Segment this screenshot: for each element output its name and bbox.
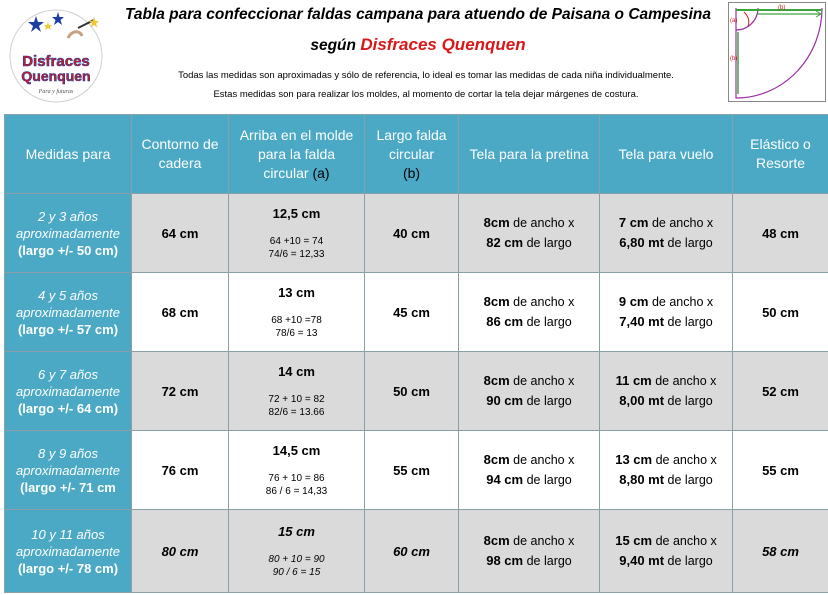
column-header-skirt-line1: Largo falda	[376, 126, 447, 143]
approx-label: aproximadamente	[15, 225, 121, 241]
age-range: 4 y 5 años	[38, 287, 98, 303]
table-row	[5, 510, 828, 593]
waistband-length-value: 98 cm	[486, 553, 524, 568]
approx-length: (largo +/- 50 cm)	[17, 242, 119, 258]
flare-width-suffix: de ancho x	[648, 216, 714, 230]
flare-length-value: 8,80 mt	[619, 472, 665, 487]
column-header-hip	[132, 115, 229, 194]
flare-length-suffix: de largo	[664, 315, 713, 329]
flare-width-value: 15 cm	[615, 533, 653, 548]
subtitle-prefix: según	[310, 37, 356, 54]
mold-calc-2: 78/6 = 13	[275, 327, 318, 339]
mold-cell	[229, 431, 365, 510]
waistband-width-suffix: de ancho x	[509, 534, 575, 548]
column-header-skirt-ref: (b)	[402, 164, 421, 181]
column-header-flare-fabric	[600, 115, 733, 194]
waistband-length-value: 86 cm	[486, 314, 524, 329]
waistband-length-suffix: de largo	[523, 554, 572, 568]
waistband-length	[459, 391, 599, 411]
flare-length-value: 6,80 mt	[619, 235, 665, 250]
mold-calc-1: 72 + 10 = 82	[268, 393, 325, 405]
disclaimer-note-1: Todas las medidas son aproximadas y sólo de referencia, lo ideal es tomar las medidas de cada niña individualmente.	[178, 70, 674, 81]
column-header-flare-label: Tela para vuelo	[618, 145, 714, 162]
waistband-length-suffix: de largo	[523, 315, 572, 329]
age-range: 8 y 9 años	[38, 445, 98, 461]
page-header	[0, 0, 828, 111]
flare-width	[600, 292, 732, 312]
approx-label: aproximadamente	[15, 462, 121, 478]
waistband-width	[459, 531, 599, 551]
waistband-length-value: 82 cm	[486, 235, 524, 250]
mold-cell	[229, 194, 365, 273]
hip-value: 68 cm	[132, 273, 229, 352]
flare-length-value: 8,00 mt	[619, 393, 665, 408]
flare-width	[600, 531, 732, 551]
column-header-skirt-line2: circular	[388, 145, 435, 162]
diagram-label-b2: (b)	[730, 56, 738, 62]
column-header-mold-top	[229, 115, 365, 194]
brand-name: Disfraces Quenquen	[360, 35, 526, 54]
approx-length: (largo +/- 64 cm)	[17, 400, 119, 416]
approx-length: (largo +/- 71 cm	[20, 479, 116, 495]
flare-cell	[600, 510, 733, 593]
flare-width-suffix: de ancho x	[648, 295, 714, 309]
flare-width	[600, 213, 732, 233]
waistband-width-suffix: de ancho x	[509, 374, 575, 388]
column-header-elastic	[733, 115, 828, 194]
waistband-length	[459, 312, 599, 332]
skirt-length-value: 45 cm	[365, 273, 459, 352]
waistband-length-suffix: de largo	[523, 473, 572, 487]
row-header-age	[5, 273, 132, 352]
mold-calc-1: 76 + 10 = 86	[268, 472, 325, 484]
approx-label: aproximadamente	[15, 543, 121, 559]
row-header-age	[5, 510, 132, 593]
flare-length	[600, 551, 732, 571]
flare-length-value: 7,40 mt	[619, 314, 665, 329]
row-header-age	[5, 352, 132, 431]
mold-cell	[229, 273, 365, 352]
waistband-length	[459, 551, 599, 571]
column-header-mold-line3: circular	[263, 164, 309, 181]
waistband-width-value: 8cm	[483, 533, 510, 548]
diagram-label-b: (b)	[778, 5, 786, 11]
approx-label: aproximadamente	[15, 304, 121, 320]
flare-length-value: 9,40 mt	[619, 553, 665, 568]
elastic-value: 52 cm	[733, 352, 828, 431]
column-header-mold-ref: (a)	[312, 164, 330, 181]
row-header-age	[5, 431, 132, 510]
mold-value: 14 cm	[278, 363, 315, 379]
flare-length	[600, 233, 732, 253]
flare-length-suffix: de largo	[664, 554, 713, 568]
waistband-length-suffix: de largo	[523, 236, 572, 250]
mold-calc-1: 64 +10 = 74	[269, 235, 324, 247]
waistband-cell	[459, 431, 600, 510]
flare-width-value: 7 cm	[618, 215, 649, 230]
mold-cell	[229, 352, 365, 431]
flare-cell	[600, 431, 733, 510]
flare-width	[600, 371, 732, 391]
approx-length: (largo +/- 78 cm)	[17, 560, 119, 576]
table-row	[5, 194, 828, 273]
flare-width-value: 11 cm	[615, 373, 652, 388]
flare-length-suffix: de largo	[664, 236, 713, 250]
waistband-width	[459, 213, 599, 233]
waistband-width-suffix: de ancho x	[509, 295, 575, 309]
waistband-width-value: 8cm	[483, 373, 510, 388]
skirt-length-value: 55 cm	[365, 431, 459, 510]
table-row	[5, 352, 828, 431]
waistband-width	[459, 450, 599, 470]
waistband-width-suffix: de ancho x	[509, 216, 575, 230]
age-range: 2 y 3 años	[38, 208, 98, 224]
mold-calc-1: 68 +10 =78	[271, 314, 322, 326]
waistband-width-value: 8cm	[483, 294, 510, 309]
elastic-value: 50 cm	[733, 273, 828, 352]
disclaimer-note-2: Estas medidas son para realizar los moldes, al momento de cortar la tela dejar márgenes de costura.	[213, 89, 639, 100]
waistband-width	[459, 292, 599, 312]
skirt-length-value: 60 cm	[365, 510, 459, 593]
column-header-skirt-length	[365, 115, 459, 194]
mold-calc-2: 90 / 6 = 15	[272, 566, 321, 578]
elastic-value: 55 cm	[733, 431, 828, 510]
flare-width-value: 13 cm	[615, 452, 653, 467]
table-header-row	[5, 115, 828, 194]
approx-label: aproximadamente	[15, 383, 121, 399]
flare-length	[600, 391, 732, 411]
flare-width	[600, 450, 732, 470]
diagram-label-a: (a)	[730, 18, 738, 24]
mold-calc-2: 74/6 = 12,33	[268, 248, 325, 260]
waistband-length-value: 94 cm	[486, 472, 524, 487]
column-header-hip-line2: cadera	[158, 155, 202, 171]
waistband-cell	[459, 194, 600, 273]
column-header-mold-line2: para la falda	[257, 145, 336, 162]
logo-tagline: Para y futuras	[38, 89, 74, 95]
approx-length: (largo +/- 57 cm)	[17, 321, 119, 337]
waistband-cell	[459, 352, 600, 431]
table-row	[5, 431, 828, 510]
page-subtitle	[300, 35, 536, 55]
disfraces-quenquen-logo	[6, 8, 106, 104]
flare-cell	[600, 194, 733, 273]
elastic-value: 58 cm	[733, 510, 828, 593]
flare-width-suffix: de ancho x	[652, 453, 717, 467]
column-header-elastic-line2: Resorte	[755, 155, 806, 171]
mold-value: 14,5 cm	[272, 442, 321, 458]
logo-line2: Quenquen	[21, 68, 91, 84]
age-range: 6 y 7 años	[38, 366, 98, 382]
column-header-mold-line1: Arriba en el molde	[239, 126, 354, 143]
skirt-pattern-diagram	[728, 2, 826, 102]
column-header-waistband-fabric	[459, 115, 600, 194]
skirt-length-value: 40 cm	[365, 194, 459, 273]
column-header-waistband-label: Tela para la pretina	[469, 145, 589, 162]
waistband-cell	[459, 510, 600, 593]
column-header-sizes	[5, 115, 132, 194]
page-title: Tabla para confeccionar faldas campana para atuendo de Paisana o Campesina	[124, 6, 712, 23]
flare-width-suffix: de ancho x	[652, 534, 717, 548]
mold-calc-2: 86 / 6 = 14,33	[265, 485, 328, 497]
waistband-length-value: 90 cm	[486, 393, 524, 408]
column-header-elastic-line1: Elástico o	[750, 136, 811, 152]
flare-cell	[600, 352, 733, 431]
flare-width-value: 9 cm	[618, 294, 649, 309]
waistband-length-suffix: de largo	[523, 394, 572, 408]
flare-length	[600, 312, 732, 332]
waistband-length	[459, 233, 599, 253]
row-header-age	[5, 194, 132, 273]
flare-length-suffix: de largo	[664, 473, 713, 487]
mold-value: 12,5 cm	[272, 205, 321, 221]
elastic-value: 48 cm	[733, 194, 828, 273]
mold-calc-1: 80 + 10 = 90	[268, 553, 325, 565]
mold-cell	[229, 510, 365, 593]
mold-value: 13 cm	[278, 284, 315, 300]
hip-value: 64 cm	[132, 194, 229, 273]
logo-line1: Disfraces	[22, 53, 90, 70]
flare-width-suffix: de ancho x	[651, 374, 717, 388]
column-header-hip-line1: Contorno de	[141, 136, 219, 152]
skirt-length-value: 50 cm	[365, 352, 459, 431]
age-range: 10 y 11 años	[31, 526, 105, 542]
flare-length	[600, 470, 732, 490]
waistband-length	[459, 470, 599, 490]
waistband-cell	[459, 273, 600, 352]
mold-calc-2: 82/6 = 13.66	[268, 406, 325, 418]
waistband-width-value: 8cm	[483, 452, 510, 467]
hip-value: 72 cm	[132, 352, 229, 431]
mold-value: 15 cm	[278, 523, 315, 539]
hip-value: 80 cm	[132, 510, 229, 593]
waistband-width-suffix: de ancho x	[509, 453, 575, 467]
hip-value: 76 cm	[132, 431, 229, 510]
table-row	[5, 273, 828, 352]
measurements-table	[4, 114, 828, 593]
flare-cell	[600, 273, 733, 352]
flare-length-suffix: de largo	[664, 394, 713, 408]
waistband-width	[459, 371, 599, 391]
column-header-sizes-label: Medidas para	[25, 145, 111, 162]
waistband-width-value: 8cm	[483, 215, 510, 230]
